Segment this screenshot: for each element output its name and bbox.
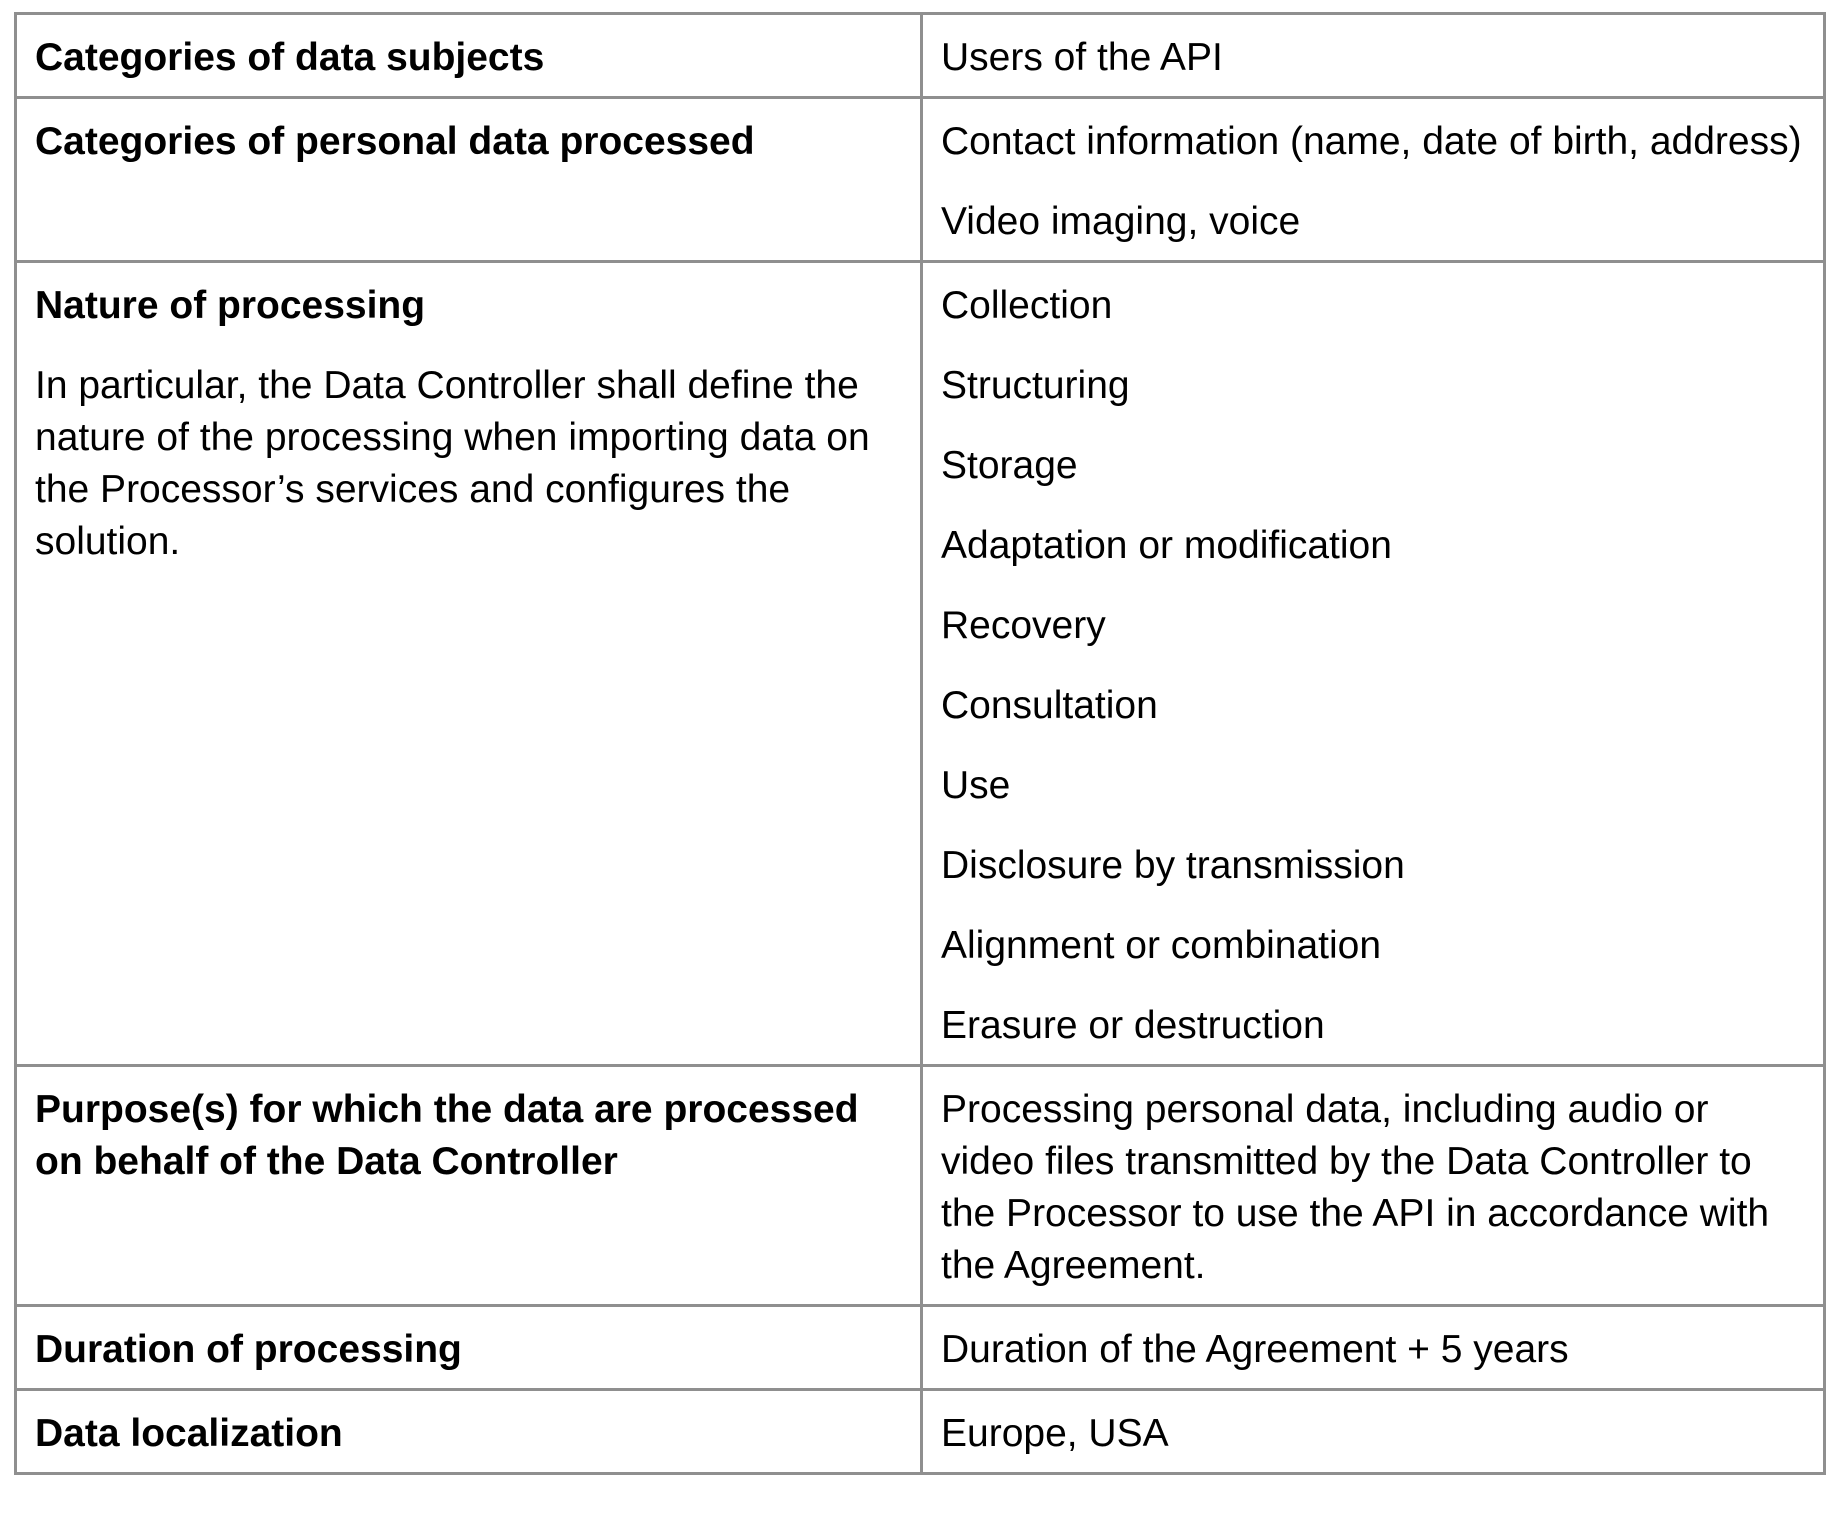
processing-operation: Adaptation or modification	[941, 524, 1392, 567]
processing-operation: Use	[941, 764, 1011, 807]
row-value-cell	[922, 1390, 1825, 1474]
row-value-cell	[922, 14, 1825, 98]
processing-operation: Recovery	[941, 604, 1106, 647]
row-label-cell	[16, 262, 922, 1066]
row-value: Duration of the Agreement + 5 years	[941, 1328, 1569, 1371]
processing-operation: Erasure or destruction	[941, 1004, 1325, 1047]
processing-operation: Consultation	[941, 684, 1158, 727]
row-value: Contact information (name, date of birth, address)	[941, 120, 1802, 163]
processing-operation: Disclosure by transmission	[941, 844, 1405, 887]
processing-operation: Storage	[941, 444, 1078, 487]
row-value: Europe, USA	[941, 1412, 1169, 1455]
row-value: Users of the API	[941, 36, 1223, 79]
row-label: Duration of processing	[35, 1328, 462, 1371]
row-label: Purpose(s) for which the data are processed on behalf of the Data Controller	[35, 1088, 859, 1183]
data-processing-table	[14, 12, 1826, 1475]
table-row-personal-data	[16, 98, 1825, 262]
row-label: Categories of personal data processed	[35, 120, 755, 163]
row-note: In particular, the Data Controller shall define the nature of the processing when importing data on the Processor’s services and configures the solution.	[35, 364, 870, 563]
processing-operation: Alignment or combination	[941, 924, 1382, 967]
processing-operation: Structuring	[941, 364, 1130, 407]
row-label: Nature of processing	[35, 284, 426, 327]
row-label-cell	[16, 1066, 922, 1306]
table-row-data-subjects	[16, 14, 1825, 98]
row-label: Data localization	[35, 1412, 343, 1455]
row-label-cell	[16, 1306, 922, 1390]
row-value-cell	[922, 262, 1825, 1066]
row-value: Video imaging, voice	[941, 200, 1301, 243]
table-row-localization	[16, 1390, 1825, 1474]
row-value-cell	[922, 98, 1825, 262]
row-label-cell	[16, 14, 922, 98]
table-row-duration	[16, 1306, 1825, 1390]
row-value-cell	[922, 1306, 1825, 1390]
processing-operation: Collection	[941, 284, 1113, 327]
row-label: Categories of data subjects	[35, 36, 545, 79]
table-row-nature-of-processing	[16, 262, 1825, 1066]
row-value-cell	[922, 1066, 1825, 1306]
row-label-cell	[16, 1390, 922, 1474]
row-value: Processing personal data, including audio or video files transmitted by the Data Controller to the Processor to use the API in accordance with the Agreement.	[941, 1088, 1770, 1287]
table-row-purpose	[16, 1066, 1825, 1306]
row-label-cell	[16, 98, 922, 262]
